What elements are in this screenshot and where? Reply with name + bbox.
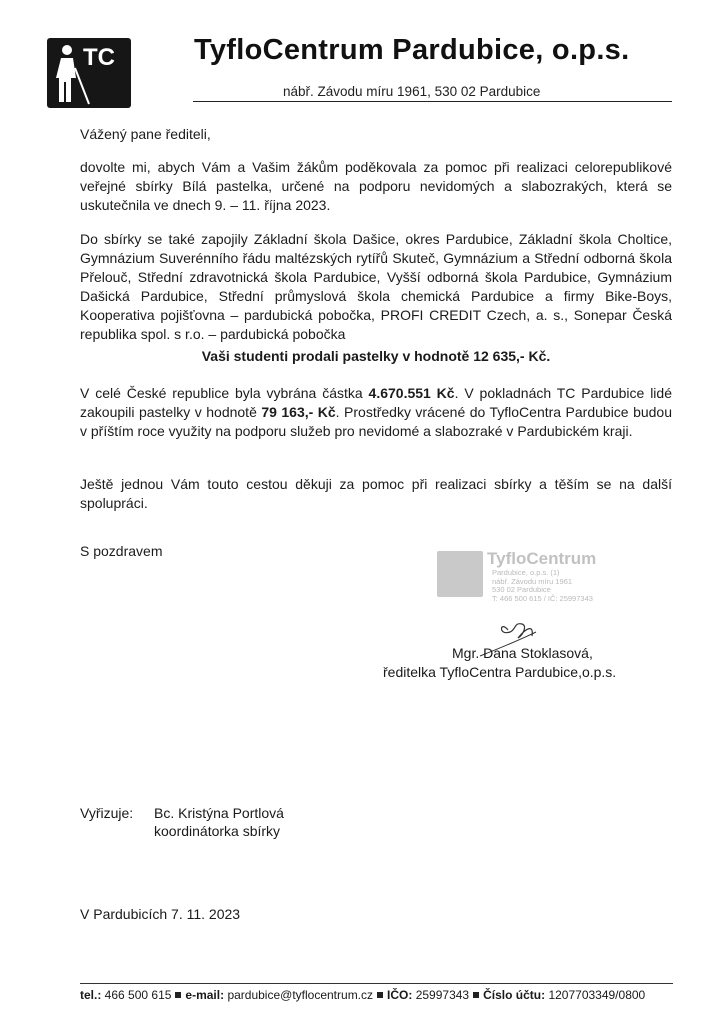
handler-name: Bc. Kristýna Portlová	[154, 805, 284, 821]
organization-stamp	[437, 549, 637, 619]
handler-label: Vyřizuje:	[80, 805, 134, 821]
account-number: 1207703349/0800	[545, 988, 646, 1002]
bullet-square-icon	[175, 992, 181, 998]
paragraph-participants: Do sbírky se také zapojily Základní škola Dašice, okres Pardubice, Základní škola Choltice, Gymnázium Suverénního řádu maltézských rytířů Skuteč, Gymnázium a Střední odborná škola Přelouč, Střední zdravotnická škola Pardubice, Vyšší odborná škola Pardubice, Gymnázium Dašická Pardubice, Střední průmyslová škola chemická Pardubice a firmy Bike-Boys, Kooperativa pojišťovna – pardubická pobočka, PROFI CREDIT Czech, a. s., Sonepar Česká republika spol. s r.o. – pardubická pobočka	[80, 231, 672, 342]
footer-contacts	[80, 988, 645, 1002]
paragraph-closing-thanks: Ještě jednou Vám touto cestou děkuji za pomoc při realizaci sbírky a těším se na další spolupráci.	[80, 476, 672, 511]
email-address[interactable]: pardubice@tyflocentrum.cz	[224, 988, 374, 1002]
stamp-title: TyfloCentrum	[487, 549, 597, 568]
closing-greeting: S pozdravem	[80, 543, 163, 559]
ico-number: 25997343	[412, 988, 470, 1002]
signer-name: Mgr. Dana Stoklasová,	[452, 645, 593, 661]
total-amount-czech-republic: 4.670.551 Kč	[368, 385, 455, 401]
place-and-date: V Pardubicích 7. 11. 2023	[80, 906, 241, 922]
totals-text-c: . Prostředky vrácené do TyfloCentra Pardubice budou v příštím roce využity na podporu služeb pro nevidomé a slabozraké v Pardubickém kraji.	[80, 404, 672, 439]
highlight-result: Vaši studenti prodali pastelky v hodnotě 12 635,- Kč.	[201, 348, 551, 364]
handler-role: koordinátorka sbírky	[154, 823, 281, 839]
phone-label: tel.:	[80, 988, 102, 1002]
total-amount-tc-pardubice: 79 163,- Kč	[261, 404, 336, 420]
organization-address: nábř. Závodu míru 1961, 530 02 Pardubice	[283, 84, 541, 99]
bullet-square-icon	[473, 992, 479, 998]
blind-person-with-cane-icon	[47, 38, 131, 108]
totals-text-b: . V pokladnách TC Pardubice lidé zakoupili pastelky v hodnotě	[80, 385, 672, 420]
header-divider	[193, 101, 672, 102]
totals-text-a: V celé České republice byla vybrána částka	[80, 385, 369, 401]
email-label: e-mail:	[185, 988, 225, 1002]
stamp-line: nábř. Závodu míru 1961	[492, 576, 573, 586]
account-label: Číslo účtu:	[483, 988, 546, 1002]
phone-number: 466 500 615	[101, 988, 172, 1002]
stamp-line: T: 466 500 615 / IČ: 25997343	[492, 593, 593, 603]
stamp-line: Pardubice, o.p.s. (1)	[492, 568, 560, 577]
stamp-logo-icon	[437, 551, 483, 597]
signer-role: ředitelka TyfloCentra Pardubice,o.p.s.	[383, 664, 617, 680]
logo-text: TC	[83, 44, 115, 71]
organization-title: TyfloCentrum Pardubice, o.p.s.	[194, 34, 630, 66]
ico-label: IČO:	[387, 988, 413, 1002]
footer-divider	[80, 983, 673, 984]
salutation: Vážený pane řediteli,	[80, 126, 211, 142]
organization-logo	[47, 38, 131, 108]
stamp-line: 530 02 Pardubice	[492, 585, 551, 594]
paragraph-thanks: dovolte mi, abych Vám a Vašim žákům poděkovala za pomoc při realizaci celorepublikové veřejné sbírky Bílá pastelka, určené na podporu nevidomých a slabozrakých, která se uskutečnila ve dnech 9. – 11. října 2023.	[80, 159, 672, 213]
bullet-square-icon	[377, 992, 383, 998]
stamp-details	[492, 569, 593, 603]
paragraph-totals	[80, 384, 672, 441]
